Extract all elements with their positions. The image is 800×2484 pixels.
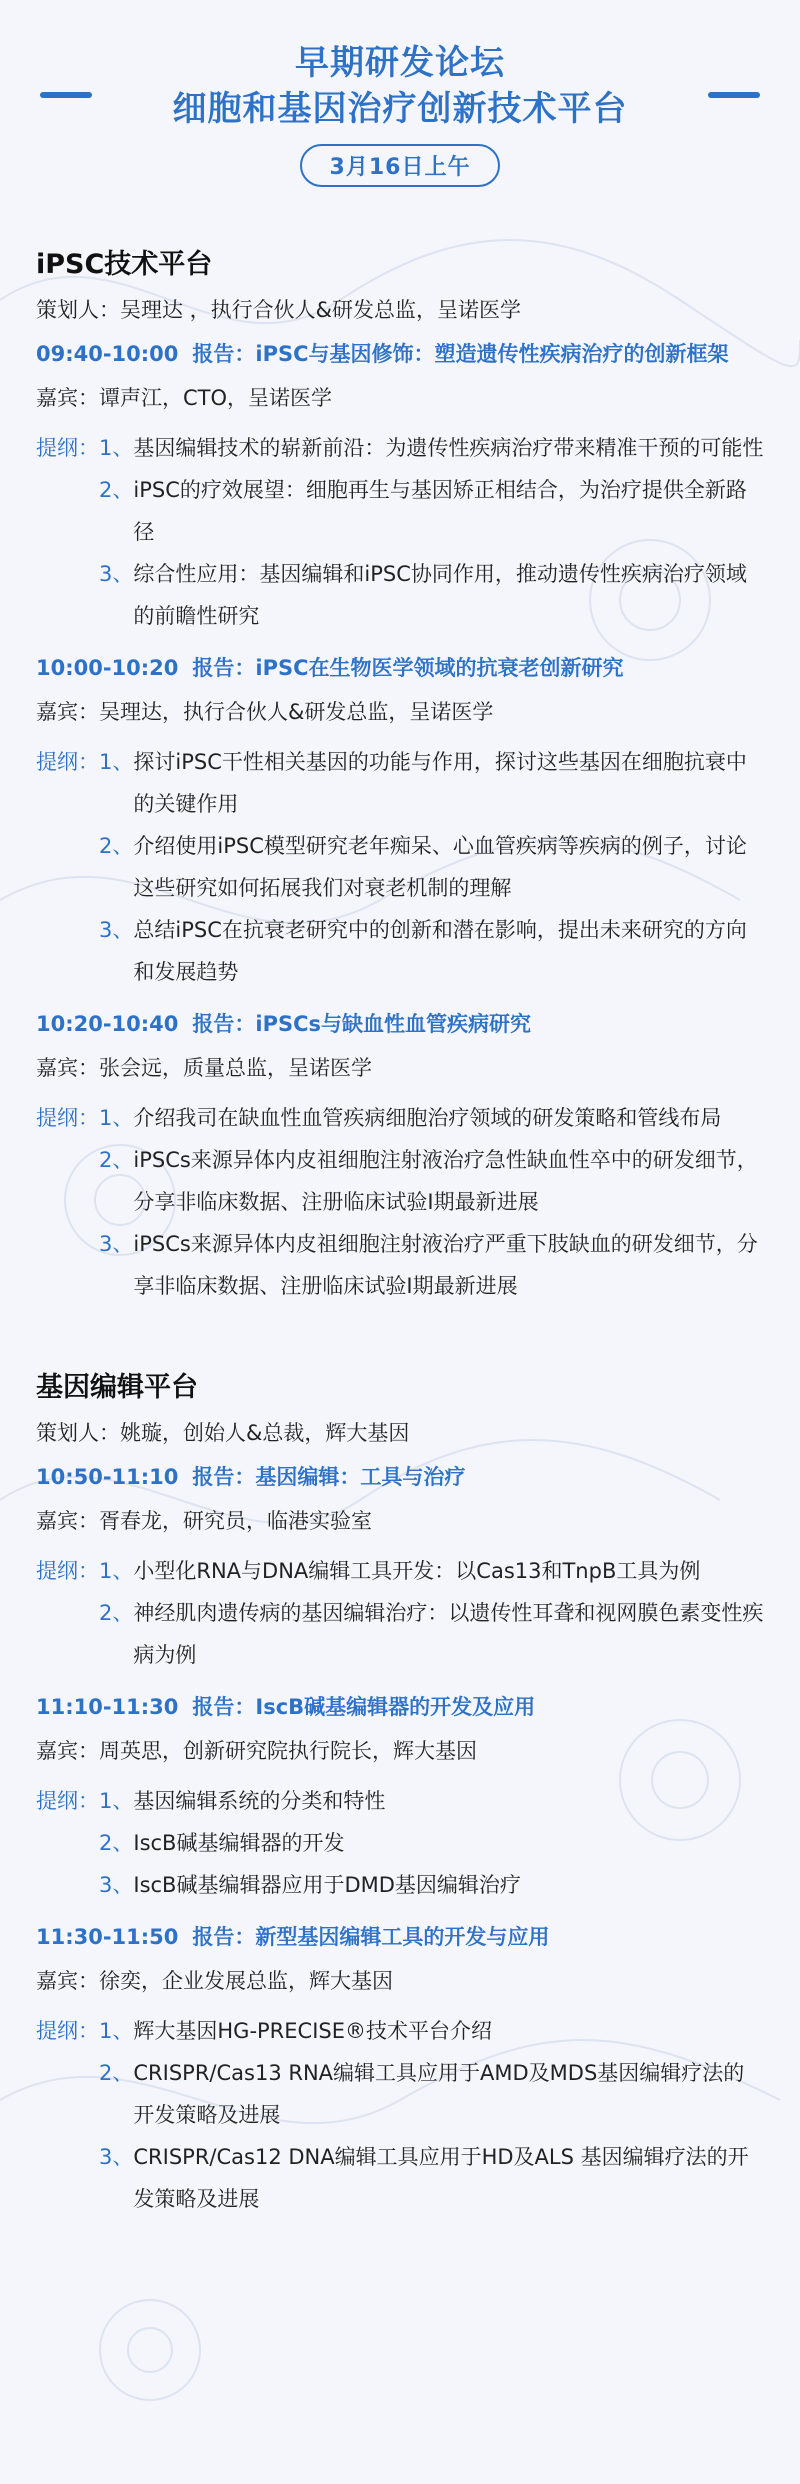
outline-list [99,741,764,993]
session-guest: 嘉宾：吴理达，执行合伙人&研发总监，呈诺医学 [36,700,494,724]
session-guest: 嘉宾：胥春龙，研究员，临港实验室 [36,1509,372,1533]
outline-list [99,1097,764,1307]
session-outline [36,1550,764,1676]
session-outline [36,1780,764,1906]
session-block [36,1462,764,1676]
outline-item-text: 探讨iPSC干性相关基因的功能与作用，探讨这些基因在细胞抗衰中的关键作用 [133,750,747,816]
outline-item-number: 1、 [99,1789,134,1813]
outline-item [99,1139,764,1223]
session-block [36,1922,764,2220]
outline-item-number: 2、 [99,478,134,502]
session-block [36,339,764,637]
outline-item-number: 2、 [99,2061,134,2085]
outline-item-text: CRISPR/Cas12 DNA编辑工具应用于HD及ALS 基因编辑疗法的开发策略及进展 [133,2145,749,2211]
page-title-line-1: 早期研发论坛 [295,43,505,83]
outline-item-number: 1、 [99,1559,134,1583]
session-time: 10:50-11:10 [36,1465,179,1489]
session-guest: 嘉宾：张会远，质量总监，呈诺医学 [36,1056,372,1080]
session-guest: 嘉宾：周英思，创新研究院执行院长，辉大基因 [36,1739,477,1763]
section-organizer: 策划人：姚璇，创始人&总裁，辉大基因 [36,1421,410,1445]
outline-item-text: iPSCs来源异体内皮祖细胞注射液治疗严重下肢缺血的研发细节，分享非临床数据、注册临床试验I期最新进展 [133,1232,758,1298]
outline-item [99,553,764,637]
outline-item [99,825,764,909]
session-header [36,1692,764,1722]
outline-item [99,469,764,553]
agenda-content [0,242,800,2220]
date-badge: 3月16日上午 [300,144,501,187]
session-time: 09:40-10:00 [36,342,179,366]
outline-item [99,1780,764,1822]
outline-item-number: 2、 [99,1148,134,1172]
session-block [36,653,764,993]
outline-item-text: 基因编辑系统的分类和特性 [133,1789,386,1813]
outline-list [99,427,764,637]
session-time: 10:00-10:20 [36,656,179,680]
title-decoration-right [708,92,760,98]
outline-item-text: iPSC的疗效展望：细胞再生与基因矫正相结合，为治疗提供全新路径 [133,478,747,544]
outline-item-text: CRISPR/Cas13 RNA编辑工具应用于AMD及MDS基因编辑疗法的开发策略及进展 [133,2061,745,2127]
session-report-title: 报告：iPSC在生物医学领域的抗衰老创新研究 [192,656,624,680]
outline-label: 提纲： [36,1106,99,1130]
outline-item-text: 神经肌肉遗传病的基因编辑治疗：以遗传性耳聋和视网膜色素变性疾病为例 [133,1601,764,1667]
session-outline [36,741,764,993]
outline-item-number: 3、 [99,918,134,942]
session-guest: 嘉宾：徐奕，企业发展总监，辉大基因 [36,1969,393,1993]
session-header [36,1009,764,1039]
page-header [0,0,800,190]
outline-item [99,1223,764,1307]
outline-item-number: 3、 [99,562,134,586]
session-report-title: 报告：iPSCs与缺血性血管疾病研究 [192,1012,532,1036]
section-title: iPSC技术平台 [36,249,213,280]
outline-item-number: 1、 [99,436,134,460]
session-guest: 嘉宾：谭声江，CTO，呈诺医学 [36,386,333,410]
session-time: 11:10-11:30 [36,1695,179,1719]
session-header [36,1462,764,1492]
outline-list [99,2010,764,2220]
session-report-title: 报告：基因编辑：工具与治疗 [192,1465,466,1489]
outline-item-number: 3、 [99,1873,134,1897]
outline-item [99,2010,764,2052]
outline-item [99,427,764,469]
outline-list [99,1780,764,1906]
section-title: 基因编辑平台 [36,1372,198,1403]
outline-item [99,1864,764,1906]
outline-item-number: 1、 [99,1106,134,1130]
session-outline [36,2010,764,2220]
outline-item-number: 3、 [99,1232,134,1256]
outline-item-number: 1、 [99,2019,134,2043]
outline-item-number: 2、 [99,1601,134,1625]
outline-item [99,1550,764,1592]
outline-item-text: iPSCs来源异体内皮祖细胞注射液治疗急性缺血性卒中的研发细节，分享非临床数据、注册临床试验I期最新进展 [133,1148,758,1214]
session-report-title: 报告：iPSC与基因修饰：塑造遗传性疾病治疗的创新框架 [192,342,729,366]
outline-label: 提纲： [36,2019,99,2043]
session-outline [36,427,764,637]
outline-item-text: 小型化RNA与DNA编辑工具开发：以Cas13和TnpB工具为例 [133,1559,701,1583]
page-title-line-2: 细胞和基因治疗创新技术平台 [172,89,628,129]
outline-item [99,1822,764,1864]
session-outline [36,1097,764,1307]
outline-item [99,2052,764,2136]
outline-item-text: IscB碱基编辑器的开发 [133,1831,345,1855]
outline-item-text: 介绍我司在缺血性血管疾病细胞治疗领域的研发策略和管线布局 [133,1106,722,1130]
session-time: 11:30-11:50 [36,1925,179,1949]
outline-list [99,1550,764,1676]
title-decoration-left [40,92,92,98]
session-block [36,1692,764,1906]
session-report-title: 报告：新型基因编辑工具的开发与应用 [192,1925,550,1949]
session-block [36,1009,764,1307]
outline-item-text: 基因编辑技术的崭新前沿：为遗传性疾病治疗带来精准干预的可能性 [133,436,764,460]
session-header [36,653,764,683]
outline-item [99,2136,764,2220]
outline-label: 提纲： [36,436,99,460]
outline-item-text: 综合性应用：基因编辑和iPSC协同作用，推动遗传性疾病治疗领域的前瞻性研究 [133,562,747,628]
outline-item-number: 2、 [99,1831,134,1855]
outline-item-text: 辉大基因HG-PRECISE®技术平台介绍 [133,2019,492,2043]
session-header [36,1922,764,1952]
outline-item [99,1592,764,1676]
session-header [36,339,764,369]
outline-label: 提纲： [36,1559,99,1583]
section-organizer: 策划人：吴理达 ，执行合伙人&研发总监，呈诺医学 [36,298,522,322]
outline-item [99,1097,764,1139]
outline-item-text: 总结iPSC在抗衰老研究中的创新和潜在影响，提出未来研究的方向和发展趋势 [133,918,747,984]
outline-item-number: 1、 [99,750,134,774]
outline-item-number: 3、 [99,2145,134,2169]
session-time: 10:20-10:40 [36,1012,179,1036]
outline-item-number: 2、 [99,834,134,858]
outline-item-text: IscB碱基编辑器应用于DMD基因编辑治疗 [133,1873,521,1897]
session-report-title: 报告：IscB碱基编辑器的开发及应用 [192,1695,536,1719]
outline-item-text: 介绍使用iPSC模型研究老年痴呆、心血管疾病等疾病的例子，讨论这些研究如何拓展我们对衰老机制的理解 [133,834,747,900]
outline-item [99,909,764,993]
outline-label: 提纲： [36,1789,99,1813]
outline-item [99,741,764,825]
outline-label: 提纲： [36,750,99,774]
